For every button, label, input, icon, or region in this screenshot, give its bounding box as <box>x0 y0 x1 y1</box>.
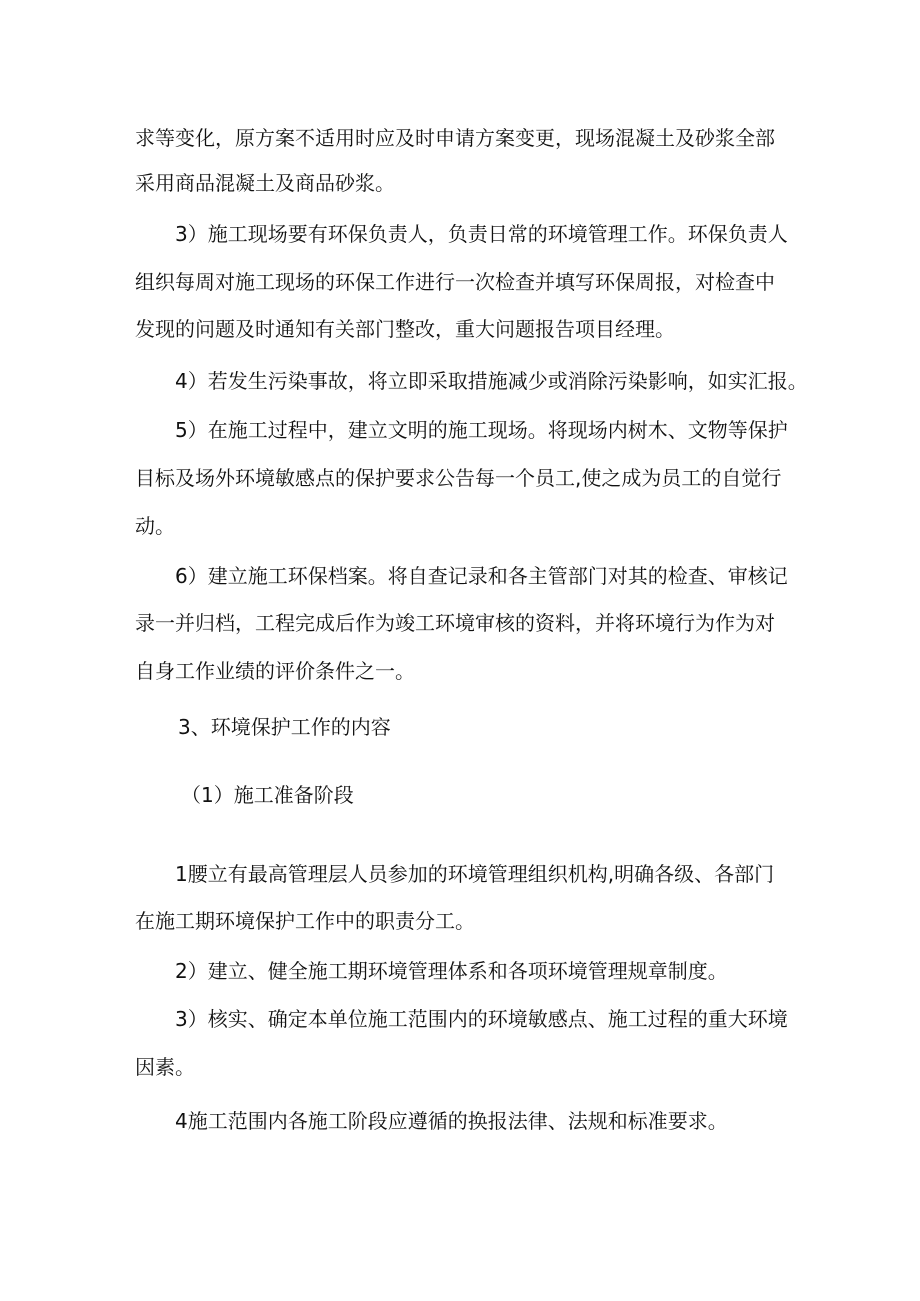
paragraph-line: 6）建立施工环保档案。将自查记录和各主管部门对其的检查、审核记 <box>175 564 788 588</box>
paragraph-line: 5）在施工过程中，建立文明的施工现场。将现场内树木、文物等保护 <box>175 418 788 442</box>
paragraph-line: 动。 <box>135 514 175 538</box>
paragraph-line: 求等变化，原方案不适用时应及时申请方案变更，现场混凝土及砂浆全部 <box>135 126 775 150</box>
paragraph-line: 自身工作业绩的评价条件之一。 <box>135 659 415 683</box>
paragraph-line: 4施工范围内各施工阶段应遵循的换报法律、法规和标准要求。 <box>175 1109 728 1133</box>
paragraph-line: 组织每周对施工现场的环保工作进行一次检查并填写环保周报，对检查中 <box>135 270 775 294</box>
section-heading: 3、环境保护工作的内容 <box>178 715 391 739</box>
subsection-heading: （1）施工准备阶段 <box>181 783 354 807</box>
paragraph-line: 2）建立、健全施工期环境管理体系和各项环境管理规章制度。 <box>175 959 728 983</box>
paragraph-line: 采用商品混凝土及商品砂浆。 <box>135 171 395 195</box>
paragraph-line: 发现的问题及时通知有关部门整改，重大问题报告项目经理。 <box>135 317 675 341</box>
paragraph-line: 录一并归档，工程完成后作为竣工环境审核的资料，并将环境行为作为对 <box>135 611 775 635</box>
paragraph-line: 4）若发生污染事故，将立即采取措施减少或消除污染影响，如实汇报。 <box>175 369 808 393</box>
paragraph-line: 3）核实、确定本单位施工范围内的环境敏感点、施工过程的重大环境 <box>175 1007 788 1031</box>
paragraph-line: 3）施工现场要有环保负责人，负责日常的环境管理工作。环保负责人 <box>175 222 788 246</box>
paragraph-line: 因素。 <box>135 1055 195 1079</box>
paragraph-line: 在施工期环境保护工作中的职责分工。 <box>135 909 475 933</box>
paragraph-line: 1腰立有最高管理层人员参加的环境管理组织机构,明确各级、各部门 <box>175 862 775 886</box>
paragraph-line: 目标及场外环境敏感点的保护要求公告每一个员工,使之成为员工的自觉行 <box>135 466 782 490</box>
